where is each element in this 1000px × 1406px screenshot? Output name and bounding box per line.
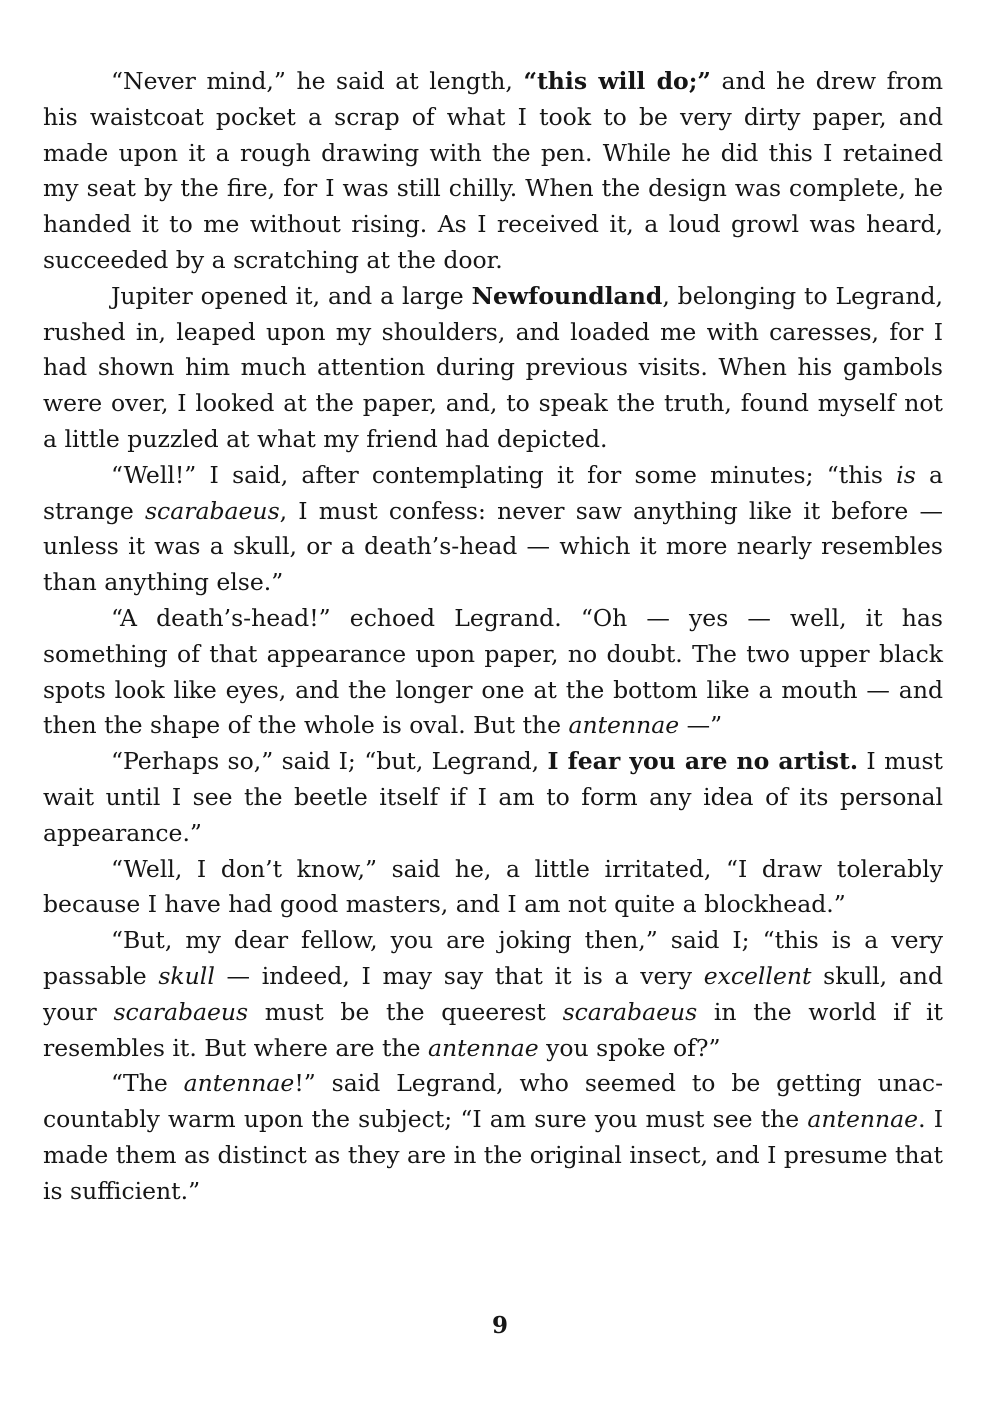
italic-text: scarabaeus [145,496,280,525]
text-run: . I made them as distinct as they are in the original insect, and I presume that is sufficient.” [43,1105,943,1205]
paragraph-8 [43,1066,943,1209]
text-run: —” [679,711,723,740]
paragraph-2 [43,279,943,458]
italic-text: is [896,460,916,489]
italic-text: scarabaeus [562,997,698,1026]
text-run: a strange [43,460,944,525]
text-run: , I must confess: never saw anything like it before — unless it was a skull, or a death’s-head — which it more nearly resembles than anything else.” [43,496,943,597]
italic-text: antennae [427,1033,539,1062]
paragraph-7 [43,923,943,1066]
paragraph-1 [43,64,943,279]
italic-text: excellent [703,961,812,990]
page-body [43,64,943,1210]
text-run: “A death’s-head!” echoed Legrand. “Oh — yes — well, it has something of that appearance upon paper, no doubt. The two upper black spots look like eyes, and the longer one at the bottom like a mouth — and then the shape of the whole is oval. But the [43,603,943,740]
text-run: must be the queerest [248,997,563,1026]
italic-text: antennae [807,1105,919,1134]
text-run: “Perhaps so,” said I; “but, Legrand, [111,747,548,776]
paragraph-3 [43,458,943,601]
text-run: you spoke of?” [538,1033,721,1062]
page-number: 9 [491,1312,508,1339]
text-run: , belonging to Legrand, rushed in, leaped upon my shoulders, and loaded me with caresses, for I had shown him much attention during previous visits. When his gambols were over, I looked at the paper, and, to speak the truth, found myself not a little puzzled at what my friend had depicted. [43,281,943,453]
paragraph-5 [43,744,943,851]
bold-text: “this will do;” [523,67,711,95]
paragraph-4 [43,601,943,744]
italic-text: skull [158,961,215,990]
text-run: I must wait until I see the beetle itself if I am to form any idea of its personal appearance.” [43,747,943,847]
text-run: !” said Legrand, who seemed to be getting unaccountably warm upon the subject; “I am sure you must see the [43,1069,944,1134]
text-run: “Well!” I said, after contemplating it for some minutes; “this [111,460,897,489]
text-run: skull, and your [43,961,943,1026]
text-run: and he drew from his waistcoat pocket a scrap of what I took to be very dirty paper, and made upon it a rough drawing with the pen. While he did this I retained my seat by the fire, for I was still chilly. When the design was complete, he handed it to me without rising. As I received it, a loud growl was heard, succeeded by a scratching at the door. [43,67,943,274]
text-run: in the world if it resembles it. But where are the [43,997,943,1062]
text-run: — indeed, I may say that it is a very [214,961,704,990]
paragraph-6 [43,852,943,924]
italic-text: scarabaeus [113,997,249,1026]
text-run: “The [111,1069,184,1098]
italic-text: antennae [568,711,680,740]
text-run: “Never mind,” he said at length, [111,67,524,95]
bold-text: Newfoundland [471,281,663,310]
italic-text: antennae [183,1069,295,1098]
text-run: “But, my dear fellow, you are joking then,” said I; “this is a very passable [43,926,943,990]
text-run: “Well, I don’t know,” said he, a little irritated, “I draw tolerably because I have had good masters, and I am not quite a blockhead.” [43,854,943,919]
text-run: Jupiter opened it, and a large [111,281,472,310]
bold-text: I fear you are no artist. [547,747,859,776]
